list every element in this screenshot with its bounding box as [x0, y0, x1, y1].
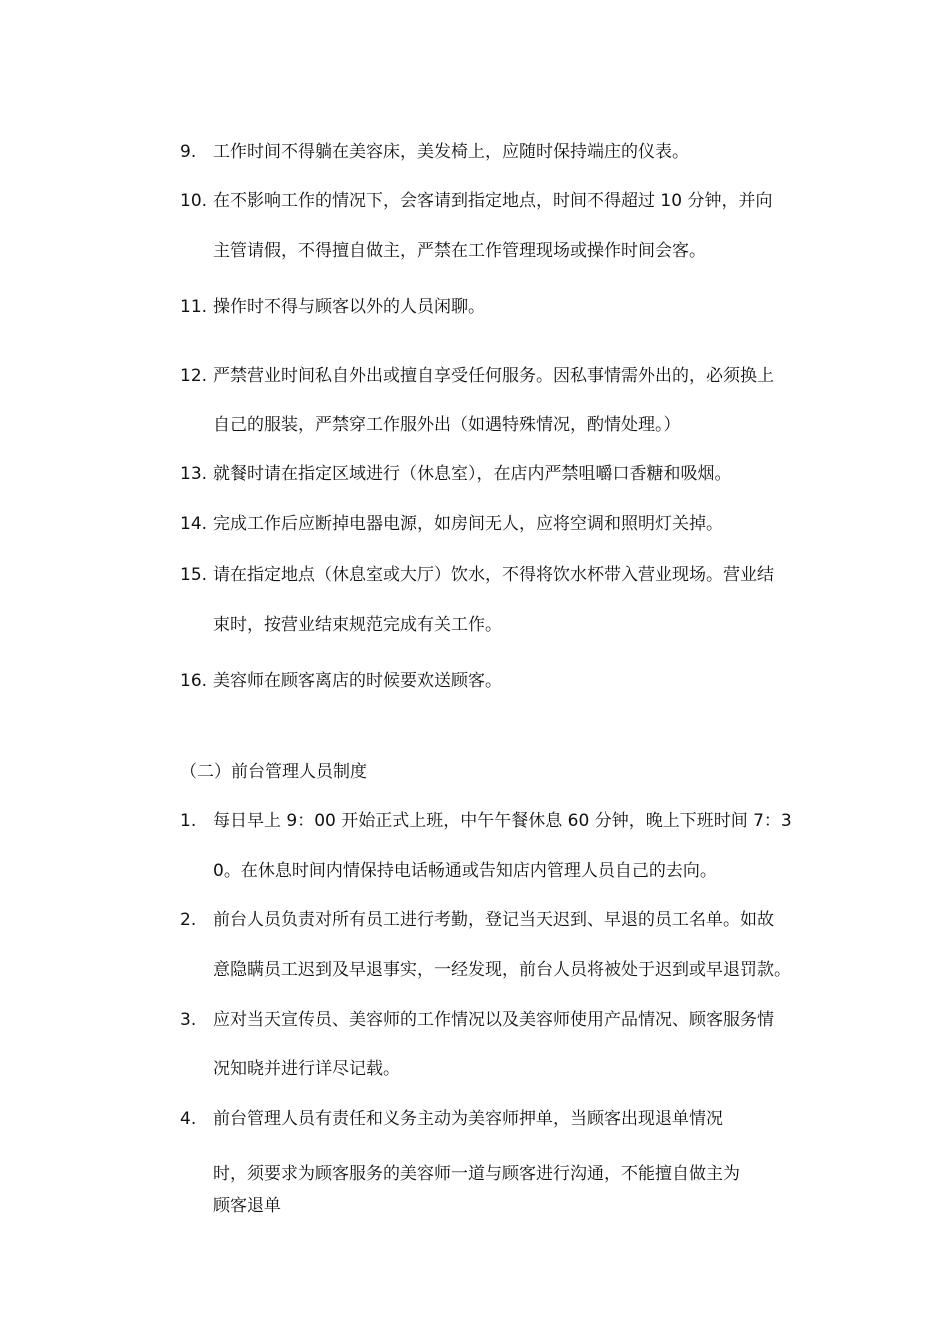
item-number: 2. [180, 910, 197, 930]
list-item-4 [180, 1108, 723, 1130]
item-text: 美容师在顾客离店的时候要欢送顾客。 [213, 671, 502, 691]
item-number: 10. [180, 191, 208, 211]
list-item-13 [180, 463, 732, 485]
item-text: 在不影响工作的情况下，会客请到指定地点，时间不得超过 10 分钟，并向 [213, 191, 773, 211]
item-text: 前台人员负责对所有员工进行考勤，登记当天迟到、早退的员工名单。如故 [213, 910, 774, 930]
list-item-16 [180, 670, 502, 692]
list-item-12-continuation: 自己的服装，严禁穿工作服外出（如遇特殊情况，酌情处理。） [213, 415, 681, 435]
item-number: 12. [180, 366, 208, 386]
list-item-9 [180, 141, 689, 163]
list-item-2-continuation: 意隐瞒员工迟到及早退事实，一经发现，前台人员将被处于迟到或早退罚款。 [213, 960, 791, 980]
list-item-3 [180, 1009, 774, 1031]
item-text: 应对当天宣传员、美容师的工作情况以及美容师使用产品情况、顾客服务情 [213, 1010, 774, 1030]
item-text: 完成工作后应断掉电器电源，如房间无人，应将空调和照明灯关掉。 [213, 514, 723, 534]
list-item-1 [180, 810, 792, 832]
item-number: 4. [180, 1109, 197, 1129]
section-heading: （二）前台管理人员制度 [180, 762, 367, 782]
list-item-10 [180, 190, 772, 212]
list-item-15 [180, 564, 774, 586]
list-item-2 [180, 909, 774, 931]
list-item-4-continuation: 时，须要求为顾客服务的美容师一道与顾客进行沟通，不能擅自做主为 [213, 1164, 740, 1184]
item-text: 每日早上 9：00 开始正式上班，中午午餐休息 60 分钟，晚上下班时间 7：3 [213, 811, 792, 831]
item-text: 请在指定地点（休息室或大厅）饮水，不得将饮水杯带入营业现场。营业结 [213, 565, 774, 585]
item-number: 3. [180, 1010, 197, 1030]
item-text: 就餐时请在指定区域进行（休息室），在店内严禁咀嚼口香糖和吸烟。 [213, 464, 732, 484]
item-number: 11. [180, 297, 208, 317]
item-text: 前台管理人员有责任和义务主动为美容师押单，当顾客出现退单情况 [213, 1109, 723, 1129]
list-item-14 [180, 513, 723, 535]
item-number: 14. [180, 514, 208, 534]
list-item-12 [180, 365, 774, 387]
item-number: 16. [180, 671, 208, 691]
item-number: 9. [180, 142, 197, 162]
item-text: 操作时不得与顾客以外的人员闲聊。 [213, 297, 485, 317]
list-item-3-continuation: 况知晓并进行详尽记载。 [213, 1059, 400, 1079]
item-text: 工作时间不得躺在美容床，美发椅上，应随时保持端庄的仪表。 [213, 142, 689, 162]
list-item-11 [180, 296, 485, 318]
item-number: 15. [180, 565, 208, 585]
list-item-4-continuation: 顾客退单 [213, 1196, 281, 1216]
list-item-15-continuation: 束时，按营业结束规范完成有关工作。 [213, 615, 502, 635]
list-item-10-continuation: 主管请假，不得擅自做主，严禁在工作管理现场或操作时间会客。 [213, 241, 706, 261]
list-item-1-continuation: 0。在休息时间内情保持电话畅通或告知店内管理人员自己的去向。 [213, 861, 717, 881]
item-number: 1. [180, 811, 197, 831]
item-text: 严禁营业时间私自外出或擅自享受任何服务。因私事情需外出的，必须换上 [213, 366, 774, 386]
item-number: 13. [180, 464, 208, 484]
